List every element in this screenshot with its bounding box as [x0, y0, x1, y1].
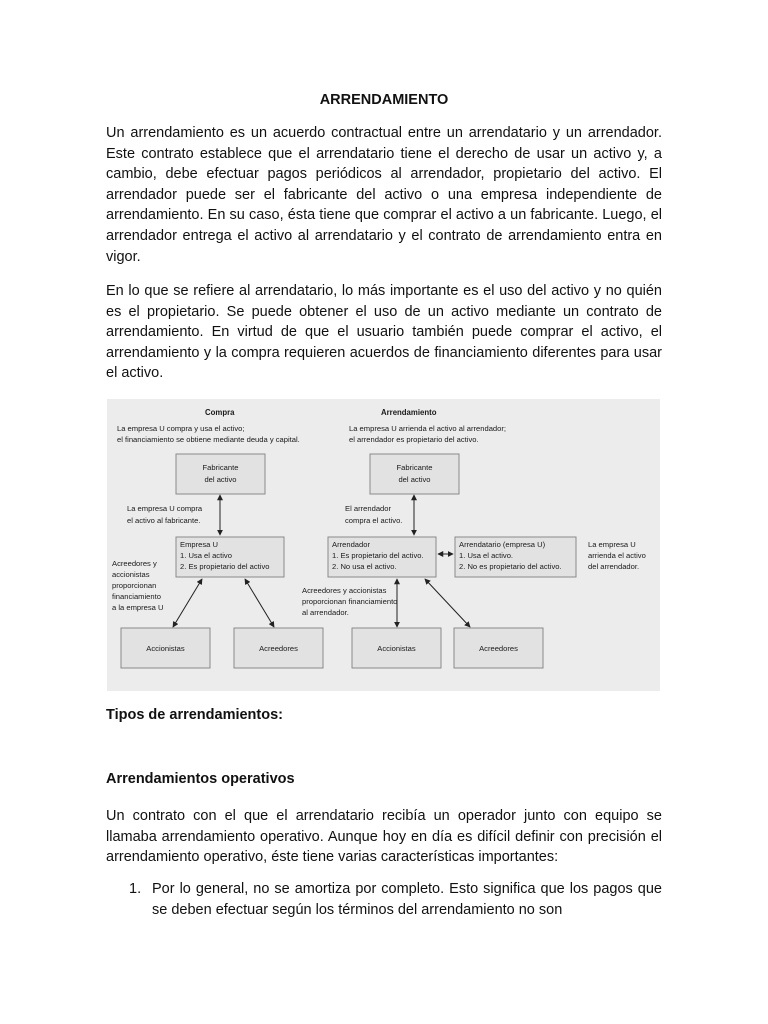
arrendamiento-right-line3: del arrendador.: [588, 562, 640, 571]
arrendatario-line3: 2. No es propietario del activo.: [459, 562, 562, 571]
paragraph-operativos: Un contrato con el que el arrendatario recibía un operador junto con equipo se llamaba arrendamiento operativo. Aunque hoy en día es difícil definir con precisión el arrendamiento operativo, éste tiene varias características importantes:: [106, 808, 662, 866]
arrendatario-line2: 1. Usa el activo.: [459, 551, 514, 560]
compra-note-line1: La empresa U compra y usa el activo;: [117, 424, 245, 433]
list-item-text: Por lo general, no se amortiza por completo. Esto significa que los pagos que se deben efectuar según los términos del arrendamiento no son: [152, 881, 662, 918]
compra-arrow-label-line2: el activo al fabricante.: [127, 516, 201, 525]
arrendamiento-accionistas-label: Accionistas: [377, 644, 416, 653]
heading-operativos: Arrendamientos operativos: [106, 771, 295, 787]
arrendamiento-fin-line2: proporcionan financiamiento: [302, 597, 398, 606]
arrendamiento-arrow-label-line1: El arrendador: [345, 504, 392, 513]
compra-side-line5: a la empresa U: [112, 603, 164, 612]
compra-fabricante-line2: del activo: [204, 475, 237, 484]
compra-side-line4: financiamiento: [112, 592, 161, 601]
heading-tipos: Tipos de arrendamientos:: [106, 707, 283, 723]
paragraph-definition: Un arrendamiento es un acuerdo contractual entre un arrendatario y un arrendador. Este contrato establece que el arrendatario tiene el derecho de usar un activo y, a cambio, debe efectuar pagos periódicos al arrendador, propietario del activo. El arrendador puede ser el fabricante del activo o una empresa independiente de arrendamiento. En su caso, ésta tiene que comprar el activo a un fabricante. Luego, el arrendador entrega el activo al arrendatario y el contrato de arrendamiento entra en vigor.: [106, 125, 662, 265]
arrendamiento-right-line1: La empresa U: [588, 540, 636, 549]
arrendador-acreedores-arrow: [425, 579, 470, 627]
compra-fabricante-box: [176, 454, 265, 494]
compra-accionistas-label: Accionistas: [146, 644, 185, 653]
compra-heading: Compra: [205, 408, 235, 417]
compra-side-line3: proporcionan: [112, 581, 157, 590]
compra-side-line2: accionistas: [112, 570, 150, 579]
paragraph-use-vs-ownership: En lo que se refiere al arrendatario, lo más importante es el uso del activo y no quién es el propietario. Se puede obtener el uso de un activo mediante un contrato de arrendamiento. En virtud de que el usuario también puede comprar el activo, el arrendamiento y la compra requieren acuerdos de financiamiento diferentes para usar el activo.: [106, 283, 662, 382]
arrendatario-line1: Arrendatario (empresa U): [459, 540, 546, 549]
document-title: ARRENDAMIENTO: [319, 92, 449, 108]
arrendamiento-arrow-label-line2: compra el activo.: [345, 516, 403, 525]
arrendador-line1: Arrendador: [332, 540, 370, 549]
arrendador-line3: 2. No usa el activo.: [332, 562, 397, 571]
compra-empresa-acreedores-arrow: [245, 579, 274, 627]
arrendamiento-note-line1: La empresa U arrienda el activo al arrendador;: [349, 424, 507, 433]
lease-vs-buy-diagram: [107, 399, 660, 691]
arrendador-line2: 1. Es propietario del activo.: [332, 551, 424, 560]
arrendamiento-fin-line1: Acreedores y accionistas: [302, 586, 387, 595]
compra-empresa-line2: 1. Usa el activo: [180, 551, 232, 560]
compra-note-line2: el financiamiento se obtiene mediante deuda y capital.: [117, 435, 300, 444]
compra-fabricante-line1: Fabricante: [202, 463, 239, 472]
arrendamiento-note-line2: el arrendador es propietario del activo.: [349, 435, 479, 444]
list-item-number: 1.: [129, 881, 142, 897]
compra-arrow-label-line1: La empresa U compra: [127, 504, 203, 513]
compra-empresa-line1: Empresa U: [180, 540, 218, 549]
compra-empresa-accionistas-arrow: [173, 579, 202, 627]
arrendamiento-right-line2: arrienda el activo: [588, 551, 646, 560]
compra-acreedores-label: Acreedores: [259, 644, 298, 653]
compra-empresa-line3: 2. Es propietario del activo: [180, 562, 270, 571]
arrendamiento-heading: Arrendamiento: [381, 408, 437, 417]
arrendamiento-acreedores-label: Acreedores: [479, 644, 518, 653]
arrendamiento-fin-line3: al arrendador.: [302, 608, 349, 617]
compra-side-line1: Acreedores y: [112, 559, 157, 568]
arrendamiento-fabricante-line1: Fabricante: [396, 463, 433, 472]
arrendamiento-fabricante-box: [370, 454, 459, 494]
arrendamiento-fabricante-line2: del activo: [398, 475, 431, 484]
